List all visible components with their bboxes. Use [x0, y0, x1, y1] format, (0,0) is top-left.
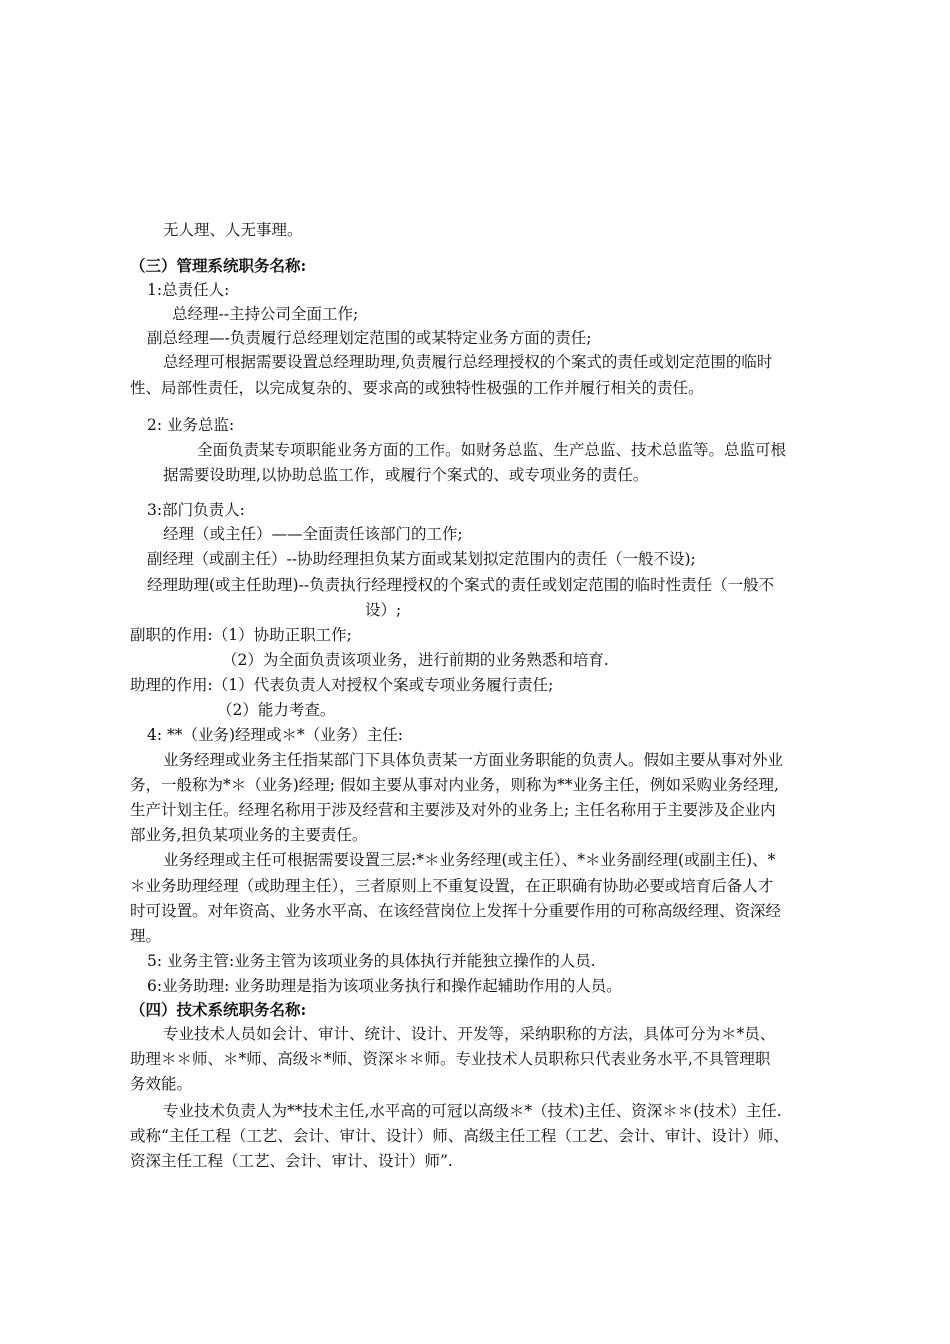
subsection-heading: 4: **（业务)经理或＊*（业务）主任:: [147, 726, 404, 744]
paragraph-line: 或称“主任工程（工艺、会计、审计、设计）师、高级主任工程（工艺、会计、审计、设计）师、: [130, 1127, 789, 1145]
paragraph-line: 副职的作用:（1）协助正职工作;: [130, 626, 352, 644]
subsection-heading: 1:总责任人:: [147, 281, 230, 299]
paragraph-line: ＊业务助理经理（或助理主任），三者原则上不重复设置，在正职确有协助必要或培育后备人才: [130, 877, 774, 895]
subsection-heading: 5: 业务主管:业务主管为该项业务的具体执行并能独立操作的人员.: [147, 952, 596, 970]
subsection-heading: 3:部门负责人:: [147, 501, 245, 519]
paragraph-line: 助理的作用:（1）代表负责人对授权个案或专项业务履行责任;: [130, 676, 554, 694]
paragraph-line: 据需要设助理,以协助总监工作，或履行个案式的、或专项业务的责任。: [163, 466, 649, 484]
paragraph-line: 设）;: [365, 601, 402, 619]
paragraph-line: 务效能。: [130, 1075, 193, 1093]
paragraph-line: 总经理可根据需要设置总经理助理,负责履行总经理授权的个案式的责任或划定范围的临时: [163, 353, 773, 371]
paragraph-line: 部业务,担负某项业务的主要责任。: [130, 826, 368, 844]
paragraph-line: 资深主任工程（工艺、会计、审计、设计）师”.: [130, 1152, 453, 1170]
paragraph-line: 经理（或主任）——全面责任该部门的工作;: [163, 525, 463, 543]
paragraph-line: 专业技术人员如会计、审计、统计、设计、开发等，采纳职称的方法，具体可分为＊*员、: [163, 1025, 776, 1043]
paragraph-line: （2）为全面负责该项业务，进行前期的业务熟悉和培育.: [222, 651, 609, 669]
paragraph-line: 业务经理或主任可根据需要设置三层:*＊业务经理(或主任）、*＊业务副经理(或副主任)、*: [163, 851, 776, 869]
paragraph-line: 经理助理(或主任助理)--负责执行经理授权的个案式的责任或划定范围的临时性责任（一般不: [147, 576, 775, 594]
paragraph-line: 总经理--主持公司全面工作;: [172, 305, 359, 323]
paragraph-line: 务，一般称为*＊（业务)经理; 假如主要从事对内业务，则称为**业务主任，例如采购业务经理,: [130, 776, 779, 794]
paragraph-line: 时可设置。对年资高、业务水平高、在该经营岗位上发挥十分重要作用的可称高级经理、资深经: [130, 902, 782, 920]
subsection-heading: 2: 业务总监:: [147, 416, 235, 434]
section-heading: （四）技术系统职务名称:: [130, 1000, 307, 1019]
paragraph-line: 业务经理或业务主任指某部门下具体负责某一方面业务职能的负责人。假如主要从事对外业: [163, 751, 784, 769]
subsection-heading: 6:业务助理: 业务助理是指为该项业务执行和操作起辅助作用的人员。: [147, 977, 622, 995]
paragraph-line: 专业技术负责人为**技术主任,水平高的可冠以高级＊*（技术)主任、资深＊＊(技术）主任.: [163, 1102, 782, 1120]
section-heading: （三）管理系统职务名称:: [130, 256, 307, 275]
paragraph-line: 无人理、人无事理。: [163, 221, 303, 239]
paragraph-line: 生产计划主任。经理名称用于涉及经营和主要涉及对外的业务上; 主任名称用于主要涉及企业内: [130, 801, 776, 819]
paragraph-line: 副经理（或副主任）--协助经理担负某方面或某划拟定范围内的责任（一般不设);: [147, 550, 696, 568]
paragraph-line: 副总经理—-负责履行总经理划定范围的或某特定业务方面的责任;: [147, 329, 592, 347]
paragraph-line: 全面负责某专项职能业务方面的工作。如财务总监、生产总监、技术总监等。总监可根: [197, 441, 787, 459]
paragraph-line: （2）能力考查。: [217, 701, 336, 719]
paragraph-line: 性、局部性责任，以完成复杂的、要求高的或独特性极强的工作并履行相关的责任。: [130, 379, 704, 397]
paragraph-line: 助理＊＊师、＊*师、高级＊*师、资深＊＊师。专业技术人员职称只代表业务水平,不具管理职: [130, 1050, 771, 1068]
paragraph-line: 理。: [130, 927, 162, 945]
